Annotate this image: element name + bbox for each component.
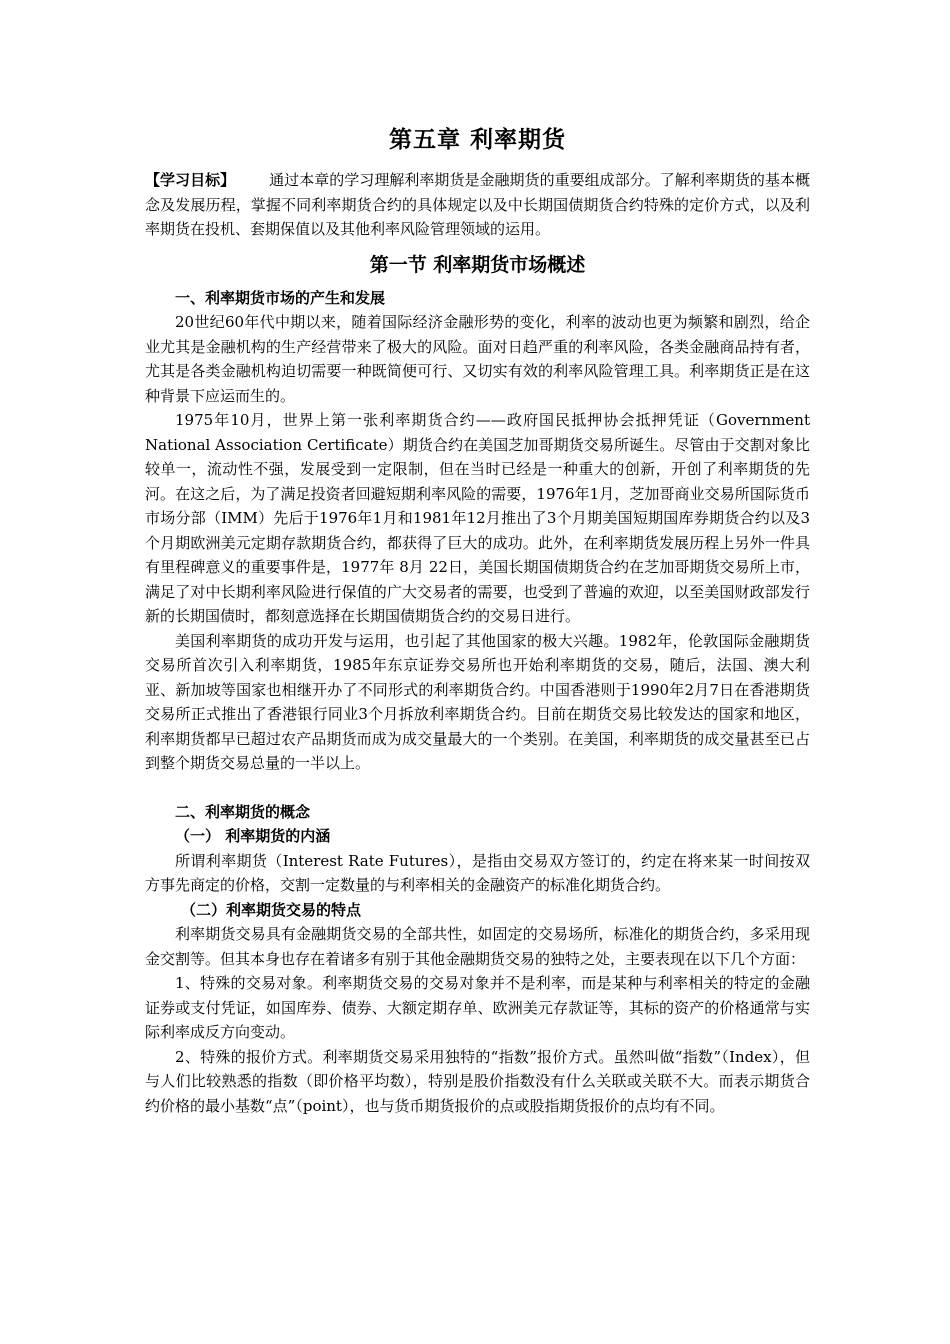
objectives-text: 通过本章的学习理解利率期货是金融期货的重要组成部分。了解利率期货的基本概念及发展历程，掌握不同利率期货合约的具体规定以及中长期国债期货合约特殊的定价方式，以及利率期货在投机、套期保值以及其他利率风险管理领域的运用。: [145, 171, 810, 238]
section-title: 第一节 利率期货市场概述: [369, 253, 586, 276]
paragraph: 20世纪60年代中期以来，随着国际经济金融形势的变化，利率的波动也更为频繁和剧烈，给企业尤其是金融机构的生产经营带来了极大的风险。面对日趋严重的利率风险，各类金融商品持有者，尤其是各类金融机构迫切需要一种既简便可行、又切实有效的利率风险管理工具。利率期货正是在这种背景下应运而生的。: [145, 313, 810, 405]
blank-line: [145, 776, 810, 800]
objectives-label: 【学习目标】: [145, 171, 236, 189]
paragraph: 1、特殊的交易对象。利率期货交易的交易对象并不是利率，而是某种与利率相关的特定的金融证券或支付凭证，如国库券、债券、大额定期存单、欧洲美元存款证等，其标的资产的价格通常与实际利率成反方向变动。: [145, 974, 810, 1041]
heading-origin-development: 一、利率期货市场的产生和发展: [175, 288, 386, 307]
paragraph: 美国利率期货的成功开发与运用，也引起了其他国家的极大兴趣。1982年，伦敦国际金融期货交易所首次引入利率期货，1985年东京证券交易所也开始利率期货的交易，随后，法国、澳大利亚、新加坡等国家也相继开办了不同形式的利率期货合约。中国香港则于1990年2月7日在香港期货交易所正式推出了香港银行同业3个月拆放利率期货合约。目前在期货交易比较发达的国家和地区，利率期货都早已超过农产品期货而成为成交量最大的一个类别。在美国，利率期货的成交量甚至已占到整个期货交易总量的一半以上。: [145, 631, 810, 772]
chapter-title: 第五章 利率期货: [388, 126, 566, 153]
learning-objectives: [145, 168, 810, 242]
heading-concept: 二、利率期货的概念: [175, 802, 311, 821]
paragraph: 2、特殊的报价方式。利率期货交易采用独特的“指数”报价方式。虽然叫做“指数”（Index），但与人们比较熟悉的指数（即价格平均数），特别是股价指数没有什么关联或关联不大。而表示期货合约价格的最小基数“点”（point），也与货币期货报价的点或股指期货报价的点均有不同。: [145, 1047, 810, 1115]
document-page: [145, 122, 810, 1118]
subheading-definition: （一） 利率期货的内涵: [175, 827, 331, 845]
subheading-characteristics: （二）利率期货交易的特点: [181, 900, 362, 919]
paragraph: 所谓利率期货（Interest Rate Futures），是指由交易双方签订的，约定在将来某一时间按双方事先商定的价格，交割一定数量的与利率相关的金融资产的标准化期货合约。: [145, 851, 810, 894]
paragraph: 利率期货交易具有金融期货交易的全部共性，如固定的交易场所，标准化的期货合约，多采用现金交割等。但其本身也存在着诸多有别于其他金融期货交易的独特之处，主要表现在以下几个方面：: [145, 925, 810, 968]
paragraph: 1975年10月，世界上第一张利率期货合约——政府国民抵押协会抵押凭证（Government National Association Certificate）期货合约在美国芝加哥期货交易所诞生。尽管由于交割对象比较单一，流动性不强，发展受到一定限制，但在当时已经是一种重大的创新，开创了利率期货的先河。在这之后，为了满足投资者回避短期利率风险的需要，1976年1月，芝加哥商业交易所国际货币市场分部（IMM）先后于1976年1月和1981年12月推出了3个月期美国短期国库券期货合约以及3个月期欧洲美元定期存款期货合约，都获得了巨大的成功。此外，在利率期货发展历程上另外一件具有里程碑意义的重要事件是，1977年 8月 22日，美国长期国债期货合约在芝加哥期货交易所上市，满足了对中长期利率风险进行保值的广大交易者的需要，也受到了普遍的欢迎，以至美国财政部发行新的长期国债时，都刻意选择在长期国债期货合约的交易日进行。: [145, 411, 810, 625]
